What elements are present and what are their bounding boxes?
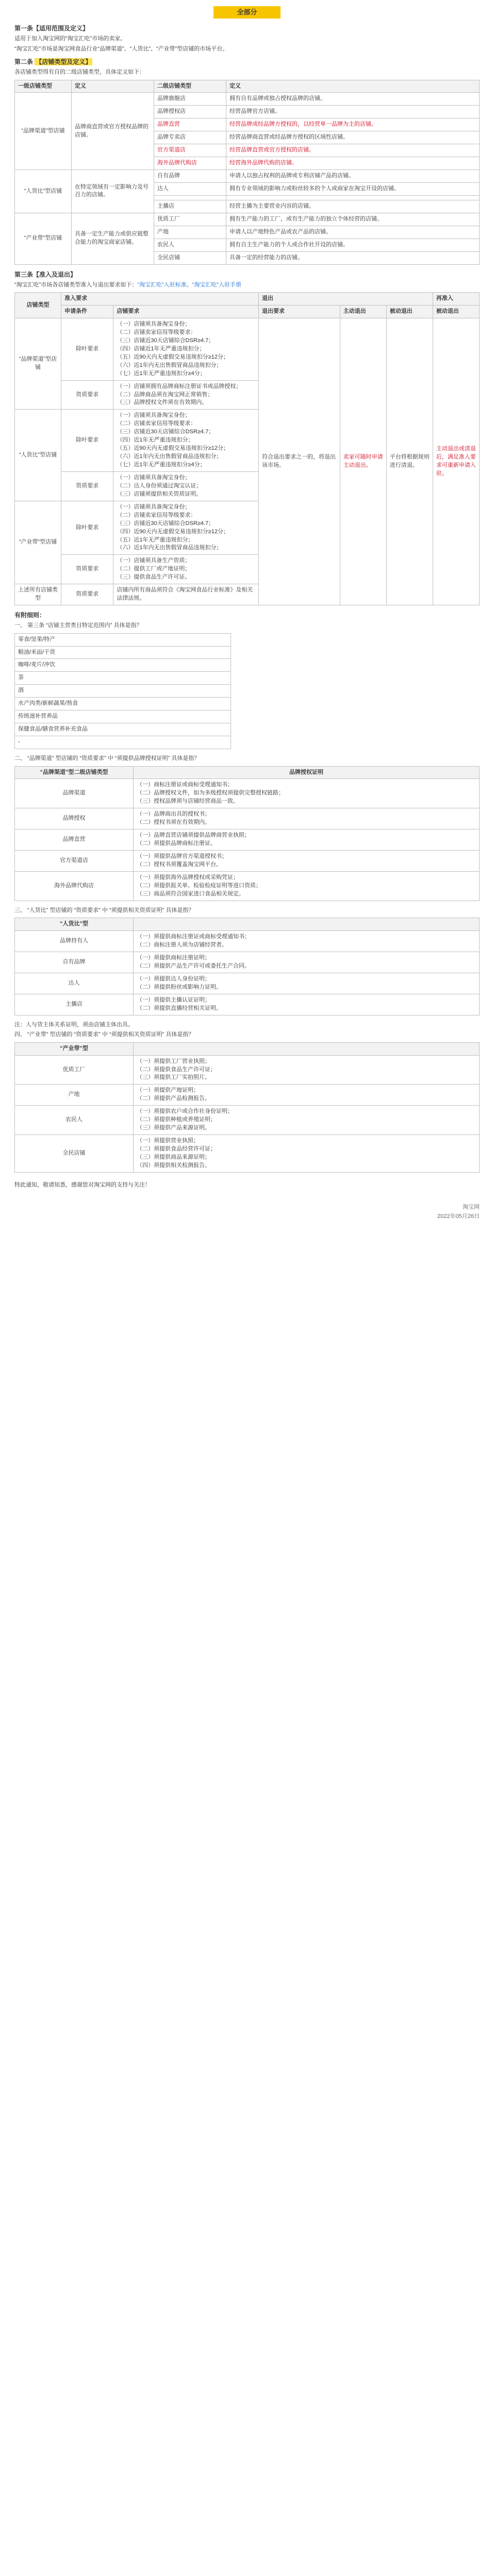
proof-detail: （一）须提供商标注册证或商标受理通知书； （二）商标注册人须为店铺经营者。 [134, 931, 480, 952]
table-row [15, 952, 480, 973]
requirement: （一）店铺须具备淘宝身份； （二）店铺卖家信用等级要求： （三）店铺近30天店铺综合DSR≥4.7； （四）店铺近1年无严重违规扣分； （五）近90天内无虚假交易违规扣分≥12分； （六）近1年内无出售假冒商品违规扣分； （七）近1年无严重违规扣分≥4分； [113, 318, 259, 381]
proof-type: 品牌渠道 [15, 779, 134, 808]
shop-type: “人货比”型店铺 [15, 410, 61, 501]
list-item [15, 633, 231, 646]
proof-detail: （一）须提供农户或合作社身份证明； （二）须提供种植或养殖证明； （三）须提供产品来源证明。 [134, 1106, 480, 1135]
active-exit: 卖家可随时申请主动退出。 [340, 318, 386, 605]
level2-def: 拥有自有品牌或独占授权品牌的店铺。 [226, 93, 480, 106]
s2-heading: 第二条 【店铺类型及定义】 [14, 58, 92, 65]
level2-def [226, 195, 480, 200]
level1-def: 品牌商直营或官方授权品牌的店铺。 [72, 93, 154, 170]
proof-detail: （一）须提供达人身份证明； （二）须提供粉丝或影响力证明。 [134, 973, 480, 994]
s4-q2: 二、 “品牌渠道” 型店铺的 “资质要求” 中 “须提供品牌授权证明” 具体是指？ [14, 755, 200, 761]
banner: 全部分 [14, 6, 480, 19]
level1-type: “品牌渠道”型店铺 [15, 93, 72, 170]
passive-exit: 平台将根据规则进行清退。 [386, 318, 433, 605]
level2-def: 经营主播为主要营业内容的店铺。 [226, 200, 480, 213]
entry-exit-table [14, 292, 480, 605]
level2-type: 品牌授权店 [154, 106, 226, 118]
proof-detail: （一）须提供品牌官方渠道授权书； （二）授权书须覆盖淘宝网平台。 [134, 851, 480, 872]
level1-type: “人货比”型店铺 [15, 170, 72, 213]
brand-proof-table [14, 766, 480, 901]
table-row [15, 931, 480, 952]
list-item [15, 710, 231, 723]
s4-q3: 三、 “人货比” 型店铺的 “资质要求” 中 “须提供相关资质证明” 具体是指？ [14, 907, 194, 913]
level2-def: 拥有自主生产能力的个人或合作社开设的店铺。 [226, 239, 480, 251]
list-item [15, 723, 231, 736]
proof-type: 产地 [15, 1084, 134, 1106]
level2-type [154, 195, 226, 200]
table-row [15, 851, 480, 872]
condition: 除叶要求 [61, 318, 113, 381]
s1-p1: 适用于加入淘宝网的“淘宝汇吃”市场的卖家。 [14, 36, 126, 42]
level2-type: 主播店 [154, 200, 226, 213]
requirement: （一）店铺须具备生产资质； （二）提供工厂或产地证明； （三）提供食品生产许可证。 [113, 555, 259, 584]
level1-def: 在特定领域有一定影响力及号召力的店铺。 [72, 170, 154, 213]
column-header: 主动退出 [340, 306, 386, 318]
category-item: - [15, 736, 231, 749]
column-header: 二级店铺类型 [154, 80, 226, 93]
column-header: “产业带”型 [15, 1042, 134, 1055]
level2-type: 达人 [154, 183, 226, 196]
list-item [15, 672, 231, 685]
column-header: “品牌渠道”型二级店铺类型 [15, 766, 134, 779]
level2-def: 经营品牌或经品牌方授权的，以经营单一品牌为主的店铺。 [226, 118, 480, 131]
s1-heading: 第一条【适用范围及定义】 [14, 25, 89, 32]
table-row [15, 779, 480, 808]
category-item: 传统滋补营养品 [15, 710, 231, 723]
footer-org: 淘宝网 [463, 1204, 480, 1211]
s3-p1: “淘宝汇吃”市场各店铺类型准入与退出要求如下：“淘宝汇吃”入驻标准、“淘宝汇吃”入驻手册 [14, 281, 241, 288]
shop-type: 上述所有店铺类型 [15, 584, 61, 605]
s4-p3: 注：人与货主体关系证明，须由店铺主体出具。 [14, 1021, 134, 1028]
proof-detail: （一）须提供工厂营业执照； （二）须提供食品生产许可证； （三）须提供工厂实拍照片。 [134, 1055, 480, 1084]
level2-def: 具备一定的经营能力的店铺。 [226, 251, 480, 264]
column-header: 品牌授权证明 [134, 766, 480, 779]
requirement: （一）店铺须具备淘宝身份； （二）店铺卖家信用等级要求： （三）店铺近30天店铺综合DSR≥4.7； （四）近90天内无虚假交易违规扣分≥12分； （五）近1年无严重违规扣分； （六）近1年内无出售假冒商品违规扣分； [113, 501, 259, 555]
person-proof-table [14, 918, 480, 1015]
table-row [15, 1135, 480, 1173]
table-row [15, 1055, 480, 1084]
list-item [15, 646, 231, 659]
proof-type: 达人 [15, 973, 134, 994]
requirement: （一）店铺须具备淘宝身份； （二）达人身份须通过淘宝认证； （三）店铺须提供相关资质证明。 [113, 471, 259, 501]
proof-type: 官方渠道店 [15, 851, 134, 872]
table-row [15, 808, 480, 829]
level2-type: 官方渠道店 [154, 144, 226, 157]
table-row [15, 829, 480, 851]
proof-type: 全民店铺 [15, 1135, 134, 1173]
level1-def: 具备一定生产能力或供应链整合能力的淘宝商家店铺。 [72, 213, 154, 264]
industry-proof-table [14, 1042, 480, 1173]
footer [14, 1202, 480, 1220]
s3-link2[interactable]: “淘宝汇吃”入驻手册 [192, 281, 241, 288]
level2-type: 品牌旗舰店 [154, 93, 226, 106]
category-item: 保健食品/膳食营养补充食品 [15, 723, 231, 736]
shop-type: “品牌渠道”型店铺 [15, 318, 61, 410]
column-header: 再准入 [433, 293, 479, 306]
level2-def: 申请人以产地特色产品或农产品的店铺。 [226, 226, 480, 239]
requirement: （一）店铺须具备淘宝身份； （二）店铺卖家信用等级要求： （三）店铺近30天店铺综合DSR≥4.7； （四）近1年无严重违规扣分； （五）近90天内无虚假交易违规扣分≥12分； （六）近1年内无出售假冒商品违规扣分； （七）近1年无严重违规扣分≥4分； [113, 410, 259, 472]
level2-def: 拥有生产能力的工厂，或有生产能力的独立个体经营的店铺。 [226, 213, 480, 226]
category-item: 水产肉类/新鲜蔬果/熟食 [15, 698, 231, 710]
s4-heading: 有附细则： [14, 612, 46, 619]
proof-detail: （一）商标注册证或商标受理通知书； （二）品牌授权文件，如为多级授权须提供完整授权链路； （三）授权品牌须与店铺经营商品一致。 [134, 779, 480, 808]
proof-type: 主播店 [15, 994, 134, 1015]
level2-def: 经营品牌官方店铺。 [226, 106, 480, 118]
proof-type: 自有品牌 [15, 952, 134, 973]
s3-link1[interactable]: “淘宝汇吃”入驻标准 [137, 281, 187, 288]
category-item: 咖啡/麦片/冲饮 [15, 659, 231, 672]
category-item: 茶 [15, 672, 231, 685]
list-item [15, 659, 231, 672]
table-row [15, 1106, 480, 1135]
requirement: （一）店铺须拥有品牌商标注册证书或品牌授权； （二）品牌商品须在淘宝网正常销售； （三）品牌授权文件须在有效期内。 [113, 380, 259, 410]
proof-type: 品牌直营 [15, 829, 134, 851]
s4-q1: 一、 第三条 “店铺主营类目特定范围内” 具体是指？ [14, 622, 142, 629]
column-header: 定义 [226, 80, 480, 93]
level2-type: 品牌专卖店 [154, 131, 226, 144]
level2-type: 品牌直营 [154, 118, 226, 131]
condition: 资质要求 [61, 584, 113, 605]
proof-type: 优质工厂 [15, 1055, 134, 1084]
level2-type: 全民店铺 [154, 251, 226, 264]
column-header [134, 1042, 480, 1055]
condition: 资质要求 [61, 471, 113, 501]
level2-def: 拥有专业领域的影响力或粉丝较多的个人或商家在淘宝开设的店铺。 [226, 183, 480, 196]
level2-def: 经营品牌直营或官方授权的店铺。 [226, 144, 480, 157]
proof-detail: （一）须提供海外品牌授权或采购凭证； （二）须提供报关单、检验检疫证明等进口资质； （三）商品须符合国家进口食品相关规定。 [134, 871, 480, 901]
s1-p2: “淘宝汇吃”市场是淘宝网食品行业“品牌渠道”、“人货比”、“产业带”型店铺的市场平台。 [14, 45, 228, 52]
re-entry: 主动退出或清退后，满足准入要求可重新申请入驻。 [433, 318, 479, 605]
column-header: 定义 [72, 80, 154, 93]
column-header: 被动退出 [433, 306, 479, 318]
column-header: 准入要求 [61, 293, 259, 306]
s3-heading: 第三条【准入及退出】 [14, 270, 77, 278]
proof-detail: （一）须提供产地证明； （二）须提供产品检测报告。 [134, 1084, 480, 1106]
condition: 除叶要求 [61, 501, 113, 555]
proof-type: 海外品牌代购店 [15, 871, 134, 901]
level2-type: 海外品牌代购店 [154, 157, 226, 170]
category-table [14, 633, 231, 749]
column-header: 一级店铺类型 [15, 80, 72, 93]
proof-detail: （一）品牌直营店铺须提供品牌商营业执照； （二）须提供品牌商标注册证。 [134, 829, 480, 851]
column-header: 申请条件 [61, 306, 113, 318]
closing-note: 特此通知，敬请知悉，感谢您对淘宝网的支持与关注！ [14, 1181, 151, 1188]
column-header: 退出 [258, 293, 433, 306]
table-row [15, 170, 480, 183]
table-row [15, 213, 480, 226]
category-item: 粮油/米面/干货 [15, 646, 231, 659]
exit-req: 符合退出要求之一的，将退出该市场。 [258, 318, 340, 605]
column-header: 被动退出 [386, 306, 433, 318]
category-item: 零食/坚果/特产 [15, 633, 231, 646]
column-header: “人货比”型 [15, 918, 134, 931]
shop-type: “产业带”型店铺 [15, 501, 61, 584]
list-item [15, 736, 231, 749]
table-row [15, 994, 480, 1015]
column-header: 退出要求 [258, 306, 340, 318]
column-header [134, 918, 480, 931]
category-item: 酒 [15, 685, 231, 698]
proof-type: 品牌授权 [15, 808, 134, 829]
s2-p1: 各店铺类型得有自的二级店铺类型，具体定义如下： [14, 69, 145, 75]
level2-def: 经营品牌商直营或经品牌方授权的区域性店铺。 [226, 131, 480, 144]
column-header: 店铺类型 [15, 293, 61, 318]
table-row [15, 318, 480, 381]
level2-type: 产地 [154, 226, 226, 239]
announcement [7, 0, 487, 1228]
requirement: 店铺内所有商品须符合《淘宝网食品行业标准》及相关法律法规。 [113, 584, 259, 605]
level2-type: 优质工厂 [154, 213, 226, 226]
shop-type-table [14, 80, 480, 265]
proof-detail: （一）须提供商标注册证明； （二）须提供产品生产许可或委托生产合同。 [134, 952, 480, 973]
table-row [15, 1084, 480, 1106]
proof-detail: （一）品牌商出具的授权书； （二）授权书须在有效期内。 [134, 808, 480, 829]
condition: 资质要求 [61, 555, 113, 584]
condition: 除叶要求 [61, 410, 113, 472]
column-header: 店铺要求 [113, 306, 259, 318]
s4-q4: 四、 “产业带” 型店铺的 “资质要求” 中 “须提供相关资质证明” 具体是指？ [14, 1031, 194, 1038]
proof-type: 品牌持有人 [15, 931, 134, 952]
level2-type: 自有品牌 [154, 170, 226, 183]
list-item [15, 698, 231, 710]
footer-date: 2022年05月26日 [437, 1213, 480, 1220]
table-row [15, 93, 480, 106]
table-row [15, 871, 480, 901]
condition: 资质要求 [61, 380, 113, 410]
level2-def: 申请人以独占权利的品牌或专利店铺产品的店铺。 [226, 170, 480, 183]
level2-type: 农民人 [154, 239, 226, 251]
proof-detail: （一）须提供主播认证证明； （二）须提供直播经营相关证明。 [134, 994, 480, 1015]
level2-def: 经营海外品牌代购的店铺。 [226, 157, 480, 170]
level1-type: “产业带”型店铺 [15, 213, 72, 264]
proof-type: 农民人 [15, 1106, 134, 1135]
proof-detail: （一）须提供营业执照； （二）须提供食品经营许可证； （三）须提供商品来源证明； （四）须提供相关检测报告。 [134, 1135, 480, 1173]
table-row [15, 973, 480, 994]
list-item [15, 685, 231, 698]
